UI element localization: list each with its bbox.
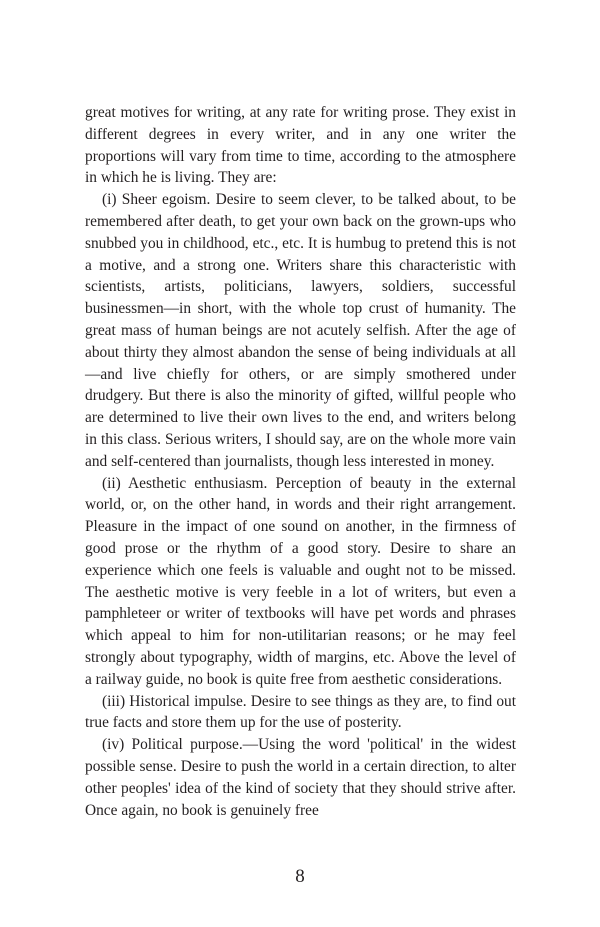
paragraph-aesthetic-enthusiasm: (ii) Aesthetic enthusiasm. Perception of beauty in the external world, or, on the other hand, in words and their right arrangement. Pleasure in the impact of one sound on another, in the firmness of good prose or the rhythm of a good story. Desire to share an experience which one feels is valuable and ought not to be missed. The aesthetic motive is very feeble in a lot of writers, but even a pamphleteer or writer of textbooks will have pet words and phrases which appeal to him for non-utilitarian reasons; or he may feel strongly about typography, width of margins, etc. Above the level of a railway guide, no book is quite free from aesthetic considerations. (85, 474, 516, 688)
page-number: 8 (295, 866, 305, 887)
paragraph-political-purpose: (iv) Political purpose.—Using the word 'political' in the widest possible sense. Desire to push the world in a certain direction, to alter other peoples' idea of the kind of society that they should strive after. Once again, no book is genuinely free (85, 736, 516, 819)
paragraph-historical-impulse: (iii) Historical impulse. Desire to see things as they are, to find out true facts and store them up for the use of posterity. (85, 692, 516, 732)
paragraph-sheer-egoism: (i) Sheer egoism. Desire to seem clever, to be talked about, to be remembered after death, to get your own back on the grown-ups who snubbed you in childhood, etc., etc. It is humbug to pretend this is not a motive, and a strong one. Writers share this characteristic with scientists, artists, politicians, lawyers, soldiers, successful businessmen—in short, with the whole top crust of humanity. The great mass of human beings are not acutely selfish. After the age of about thirty they almost abandon the sense of being individuals at all—and live chiefly for others, or are simply smothered under drudgery. But there is also the minority of gifted, willful people who are determined to live their own lives to the end, and writers belong in this class. Serious writers, I should say, are on the whole more vain and self-centered than journalists, though less interested in money. (85, 191, 516, 470)
body-text (85, 102, 516, 821)
paragraph-continuation: great motives for writing, at any rate for writing prose. They exist in different degrees in every writer, and in any one writer the proportions will vary from time to time, according to the atmosphere in which he is living. They are: (85, 104, 516, 187)
